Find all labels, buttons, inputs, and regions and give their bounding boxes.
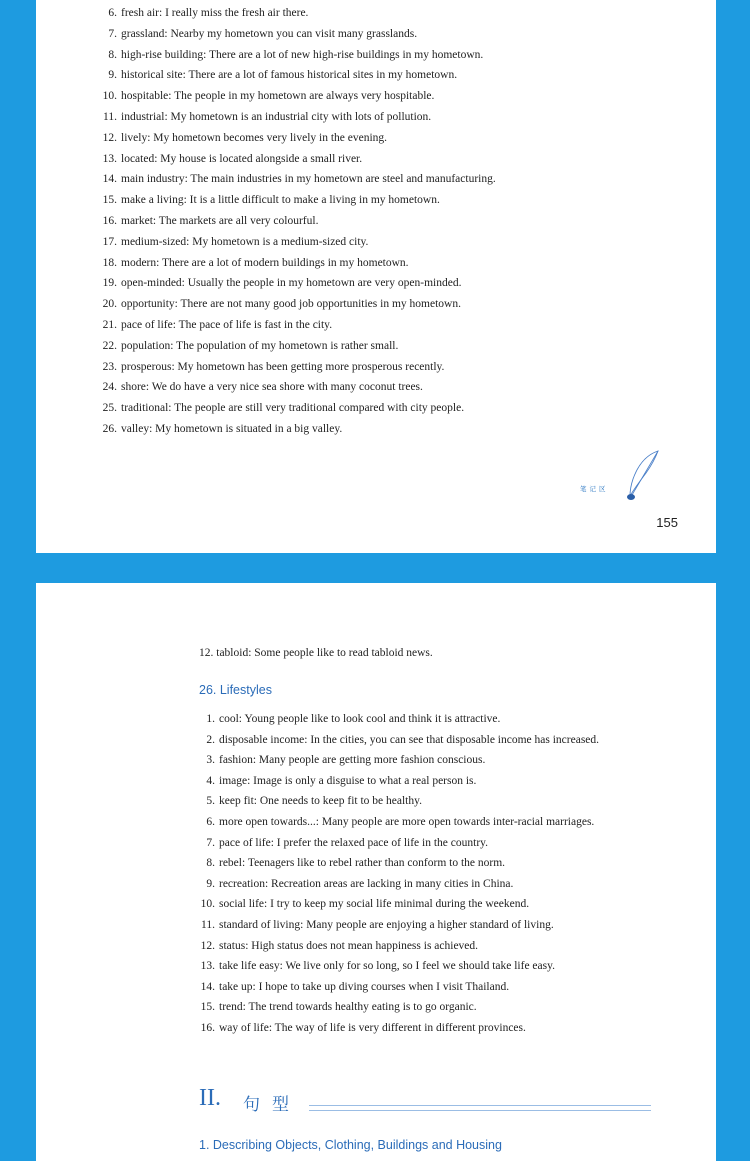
item-number: 12. (102, 131, 117, 144)
item-text: modern: There are a lot of modern buildings in my hometown. (121, 256, 409, 269)
list-item (199, 936, 599, 957)
item-text: main industry: The main industries in my hometown are steel and manufacturing. (121, 173, 496, 186)
item-text: lively: My hometown becomes very lively in the evening. (121, 131, 388, 144)
item-number: 17. (102, 235, 117, 248)
notes-area (580, 449, 660, 501)
item-number: 19. (102, 277, 117, 290)
item-number: 8. (108, 48, 117, 61)
list-item (101, 232, 496, 253)
list-item (101, 45, 496, 66)
item-text: prosperous: My hometown has been getting more prosperous recently. (121, 360, 445, 373)
item-text: trend: The trend towards healthy eating is to go organic. (219, 1001, 477, 1014)
section-title: 句型 (243, 1095, 301, 1115)
list-item (101, 3, 496, 24)
item-number: 11. (103, 110, 117, 123)
item-number: 1. (206, 713, 215, 725)
item-text: status: High status does not mean happiness is achieved. (219, 939, 479, 952)
list-item (101, 336, 496, 357)
item-number: 9. (206, 877, 215, 890)
section-rule (309, 1105, 651, 1111)
item-number: 15. (102, 194, 117, 207)
item-number: 20. (102, 298, 117, 311)
item-text: recreation: Recreation areas are lacking in many cities in China. (219, 877, 514, 890)
item-number: 12. (200, 939, 215, 952)
list-item (199, 812, 599, 833)
list-item (101, 419, 496, 440)
item-text: market: The markets are all very colourful. (121, 214, 319, 227)
item-number: 16. (200, 1021, 215, 1034)
item-number: 21. (102, 318, 117, 331)
item-text: standard of living: Many people are enjoying a higher standard of living. (219, 918, 554, 931)
item-text: fashion: Many people are getting more fashion conscious. (219, 754, 486, 767)
list-item (101, 128, 496, 149)
item-text: medium-sized: My hometown is a medium-sized city. (121, 235, 369, 248)
item-number: 13. (102, 152, 117, 165)
list-item (199, 915, 599, 936)
item-number: 13. (200, 960, 215, 973)
page-155 (36, 0, 716, 553)
list-item (101, 377, 496, 398)
page-next (36, 583, 716, 1161)
list-item (199, 750, 599, 771)
list-item (101, 149, 496, 170)
item-number: 3. (206, 754, 215, 767)
item-text: way of life: The way of life is very different in different provinces. (219, 1021, 526, 1034)
item-text: high-rise building: There are a lot of new high-rise buildings in my hometown. (121, 48, 484, 61)
list-item (101, 65, 496, 86)
list-item (199, 1018, 599, 1039)
item-number: 16. (102, 214, 117, 227)
list-item (101, 169, 496, 190)
list-item (199, 977, 599, 998)
item-number: 10. (200, 898, 215, 911)
item-text: pace of life: The pace of life is fast in the city. (121, 318, 333, 331)
list-item (199, 853, 599, 874)
list-item (199, 730, 599, 751)
item-number: 15. (200, 1001, 215, 1014)
list-item (101, 253, 496, 274)
list-item (101, 211, 496, 232)
list-item (101, 273, 496, 294)
item-number: 10. (102, 90, 117, 103)
item-text: social life: I try to keep my social life minimal during the weekend. (219, 898, 530, 911)
list-item (101, 86, 496, 107)
item-number: 5. (206, 795, 215, 808)
list-item (199, 894, 599, 915)
list-item (101, 315, 496, 336)
list-item (101, 398, 496, 419)
item-number: 2. (206, 733, 215, 746)
item-number: 23. (102, 360, 117, 373)
item-text: grassland: Nearby my hometown you can visit many grasslands. (121, 27, 418, 40)
quill-icon (580, 449, 660, 501)
list-item (199, 874, 599, 895)
list-item (101, 294, 496, 315)
list-item (199, 791, 599, 812)
item-text: opportunity: There are not many good job opportunities in my hometown. (121, 298, 461, 311)
item-text: traditional: The people are still very traditional compared with city people. (121, 402, 465, 415)
item-text: population: The population of my hometown is rather small. (121, 339, 399, 352)
section-heading: 26. Lifestyles (199, 683, 272, 697)
item-number: 11. (201, 918, 215, 931)
list-item (199, 997, 599, 1018)
item-text: take up: I hope to take up diving courses when I visit Thailand. (219, 980, 510, 993)
notes-label: 笔记区 (580, 485, 609, 493)
item-number: 8. (206, 857, 215, 870)
item-number: 25. (102, 402, 117, 415)
item-text: valley: My hometown is situated in a big valley. (121, 422, 343, 435)
list-item (101, 24, 496, 45)
page-number: 155 (656, 515, 678, 530)
item-text: disposable income: In the cities, you can see that disposable income has increased. (219, 733, 600, 746)
item-text: pace of life: I prefer the relaxed pace of life in the country. (219, 836, 489, 849)
list-item (199, 709, 599, 730)
item-text: located: My house is located alongside a small river. (121, 152, 363, 165)
item-number: 22. (102, 339, 117, 352)
continued-item: 12. tabloid: Some people like to read tabloid news. (199, 647, 433, 659)
item-text: take life easy: We live only for so long, so I feel we should take life easy. (219, 960, 555, 973)
item-text: hospitable: The people in my hometown are always very hospitable. (121, 90, 435, 103)
item-number: 7. (108, 27, 117, 40)
item-number: 6. (108, 7, 117, 19)
vocab-list-hometown (101, 3, 496, 440)
item-number: 14. (102, 173, 117, 186)
list-item (101, 107, 496, 128)
list-item (199, 833, 599, 854)
item-text: image: Image is only a disguise to what a real person is. (219, 774, 477, 787)
vocab-list-lifestyles (199, 709, 599, 1039)
item-text: more open towards...: Many people are more open towards inter-racial marriages. (219, 815, 595, 828)
item-number: 24. (102, 381, 117, 394)
subsection-heading: 1. Describing Objects, Clothing, Buildings and Housing (199, 1138, 502, 1152)
item-text: make a living: It is a little difficult to make a living in my hometown. (121, 194, 440, 207)
item-number: 26. (102, 422, 117, 435)
item-number: 4. (206, 774, 215, 787)
list-item (199, 771, 599, 792)
item-number: 7. (206, 836, 215, 849)
section-header-sentence-patterns (199, 1085, 651, 1113)
item-text: industrial: My hometown is an industrial city with lots of pollution. (121, 110, 432, 123)
item-number: 18. (102, 256, 117, 269)
item-number: 14. (200, 980, 215, 993)
list-item (101, 190, 496, 211)
item-text: open-minded: Usually the people in my hometown are very open-minded. (121, 277, 462, 290)
item-text: keep fit: One needs to keep fit to be healthy. (219, 795, 422, 808)
item-text: historical site: There are a lot of famous historical sites in my hometown. (121, 69, 458, 82)
item-text: shore: We do have a very nice sea shore with many coconut trees. (121, 381, 423, 394)
item-text: fresh air: I really miss the fresh air there. (121, 7, 309, 19)
item-number: 6. (206, 815, 215, 828)
list-item (199, 956, 599, 977)
item-number: 9. (108, 69, 117, 82)
list-item (101, 357, 496, 378)
item-text: cool: Young people like to look cool and think it is attractive. (219, 713, 501, 725)
section-numeral: II. (199, 1085, 221, 1111)
item-text: rebel: Teenagers like to rebel rather than conform to the norm. (219, 857, 506, 870)
